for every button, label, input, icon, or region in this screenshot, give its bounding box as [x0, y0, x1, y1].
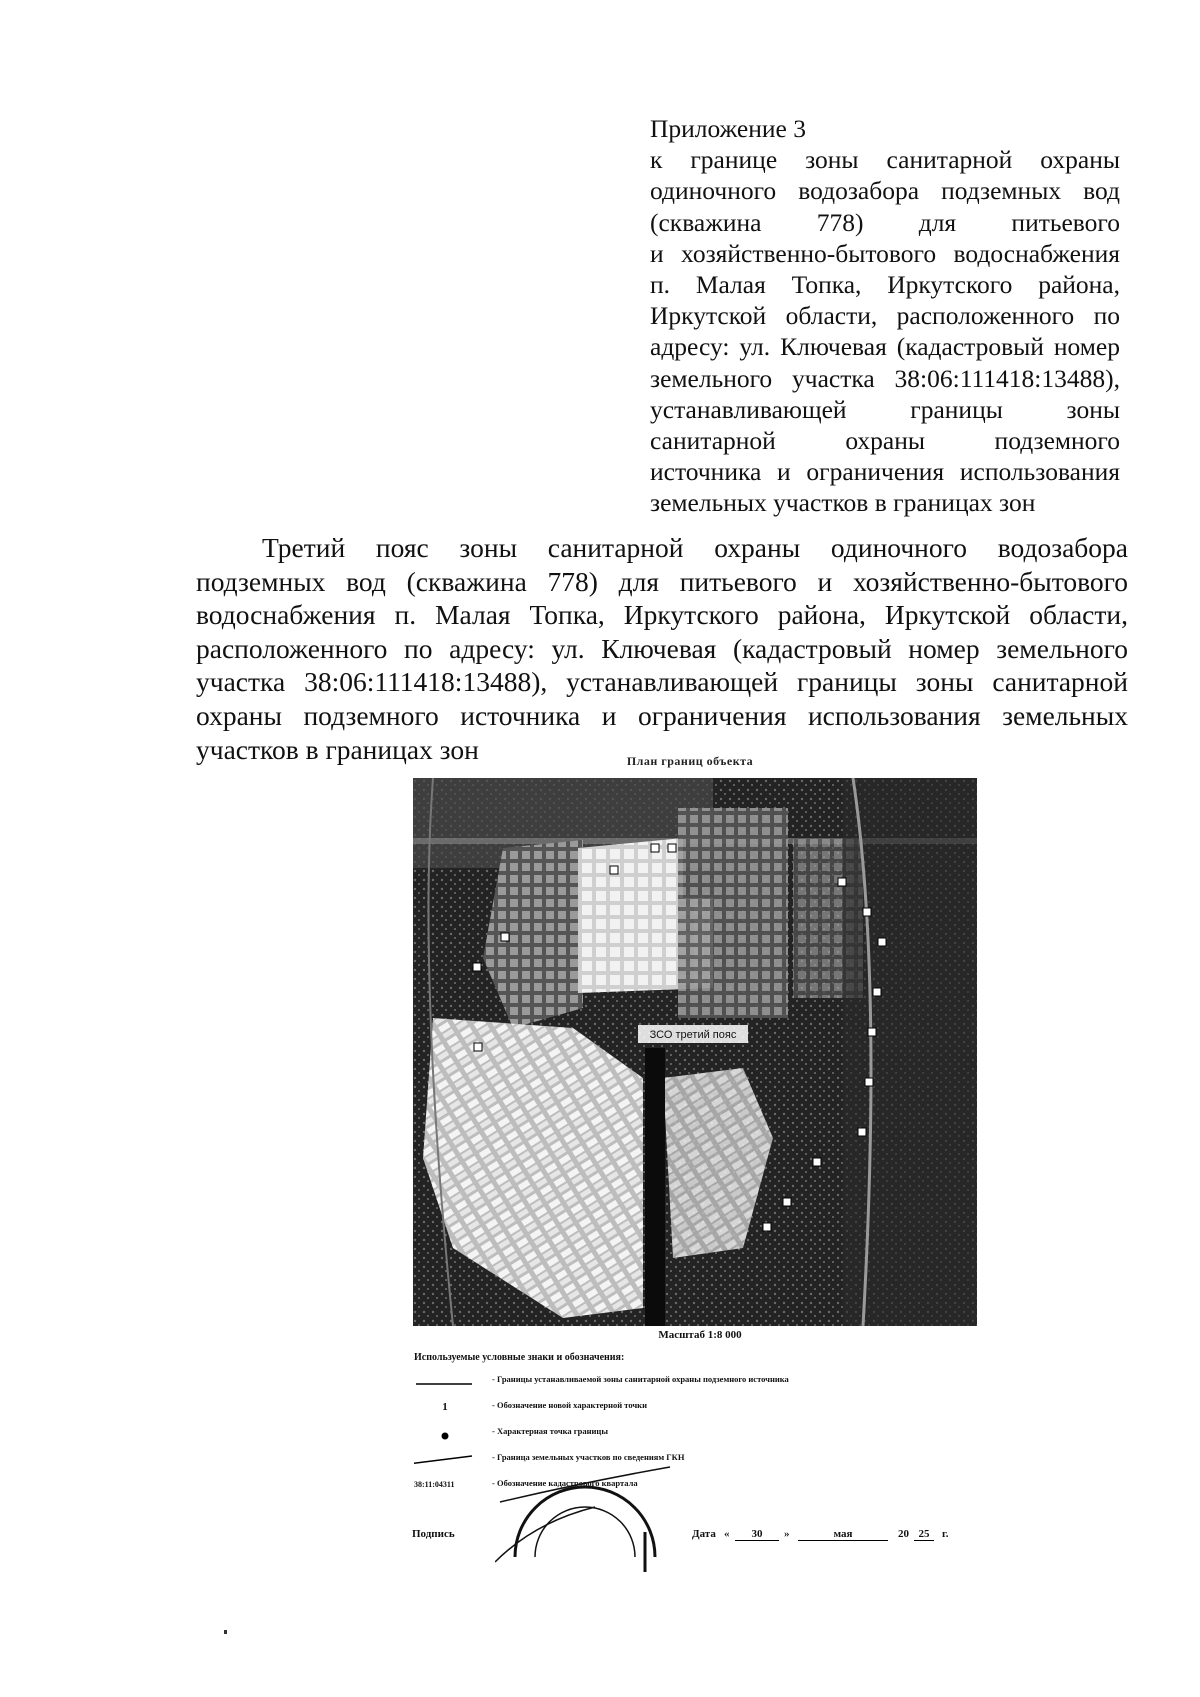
date-label: Дата	[692, 1528, 716, 1540]
paragraph-line: участка 38:06:111418:13488), устанавливающей границы зоны санитарной	[196, 666, 1128, 698]
appendix-line: земельных участков в границах зон	[650, 488, 1036, 518]
legend-text: - Обозначение новой характерной точки	[492, 1400, 647, 1410]
appendix-line: земельного участка 38:06:111418:13488),	[650, 363, 1120, 393]
appendix-line: (скважина 778) для питьевого	[650, 207, 1120, 237]
appendix-header	[650, 113, 1120, 519]
speck	[224, 1630, 227, 1634]
aerial-map	[413, 778, 977, 1326]
paragraph-line: охраны подземного источника и ограничения использования земельных	[196, 699, 1128, 731]
paragraph-line: расположенного по адресу: ул. Ключевая (кадастровый номер земельного	[196, 632, 1128, 664]
date-year-end: г.	[942, 1528, 949, 1540]
legend-text: - Характерная точка границы	[492, 1426, 608, 1436]
appendix-line: устанавливающей границы зоны	[650, 394, 1120, 424]
map-scale: Масштаб 1:8 000	[658, 1329, 742, 1341]
date-year-prefix: 20	[898, 1528, 909, 1540]
paragraph-line: участков в границах зон	[196, 733, 479, 765]
date-year-suffix: 25	[914, 1528, 934, 1541]
body-paragraph	[196, 531, 1128, 766]
legend-item	[414, 1398, 974, 1416]
appendix-line: и хозяйственно-бытового водоснабжения	[650, 238, 1120, 268]
appendix-line: Иркутской области, расположенного по	[650, 301, 1120, 331]
map-image	[413, 778, 977, 1326]
legend-item	[414, 1372, 974, 1390]
appendix-line: санитарной охраны подземного	[650, 426, 1120, 456]
date-month: мая	[798, 1528, 888, 1541]
quarter-code-icon: 38:11:04311	[414, 1480, 455, 1489]
appendix-line: п. Малая Топка, Иркутского района,	[650, 270, 1120, 300]
legend-text: - Граница земельных участков по сведениям ГКН	[492, 1452, 685, 1462]
appendix-line: адресу: ул. Ключевая (кадастровый номер	[650, 332, 1120, 362]
appendix-line: к границе зоны санитарной охраны	[650, 145, 1120, 175]
legend-text: - Обозначение кадастрового квартала	[492, 1478, 638, 1488]
appendix-line: источника и ограничения использования	[650, 457, 1120, 487]
signature-label: Подпись	[412, 1528, 455, 1540]
map-label: ЗСО третий пояс	[649, 1029, 737, 1041]
legend-item	[414, 1424, 974, 1442]
signature-row	[412, 1524, 972, 1550]
paragraph-line: Третий пояс зоны санитарной охраны одиночного водозабора	[262, 532, 1128, 563]
appendix-line: Приложение 3	[650, 114, 806, 143]
parcel-line-icon	[414, 1450, 476, 1468]
paragraph-line: подземных вод (скважина 778) для питьевого и хозяйственно-бытового	[196, 565, 1128, 597]
paragraph-line: водоснабжения п. Малая Топка, Иркутского района, Иркутской области,	[196, 599, 1128, 631]
legend-title: Используемые условные знаки и обозначения:	[414, 1352, 625, 1363]
appendix-line: одиночного водозабора подземных вод	[650, 176, 1120, 206]
dot-icon	[414, 1424, 476, 1442]
boundary-line-icon	[414, 1372, 476, 1390]
quote-close: »	[784, 1528, 790, 1540]
quote-open: «	[724, 1528, 730, 1540]
plan-title: План границ объекта	[626, 754, 754, 768]
point-number-icon: 1	[442, 1401, 448, 1413]
legend-text: - Границы устанавливаемой зоны санитарной охраны подземного источника	[492, 1374, 789, 1384]
date-day: 30	[735, 1528, 779, 1541]
stamp-seal	[495, 1462, 675, 1572]
